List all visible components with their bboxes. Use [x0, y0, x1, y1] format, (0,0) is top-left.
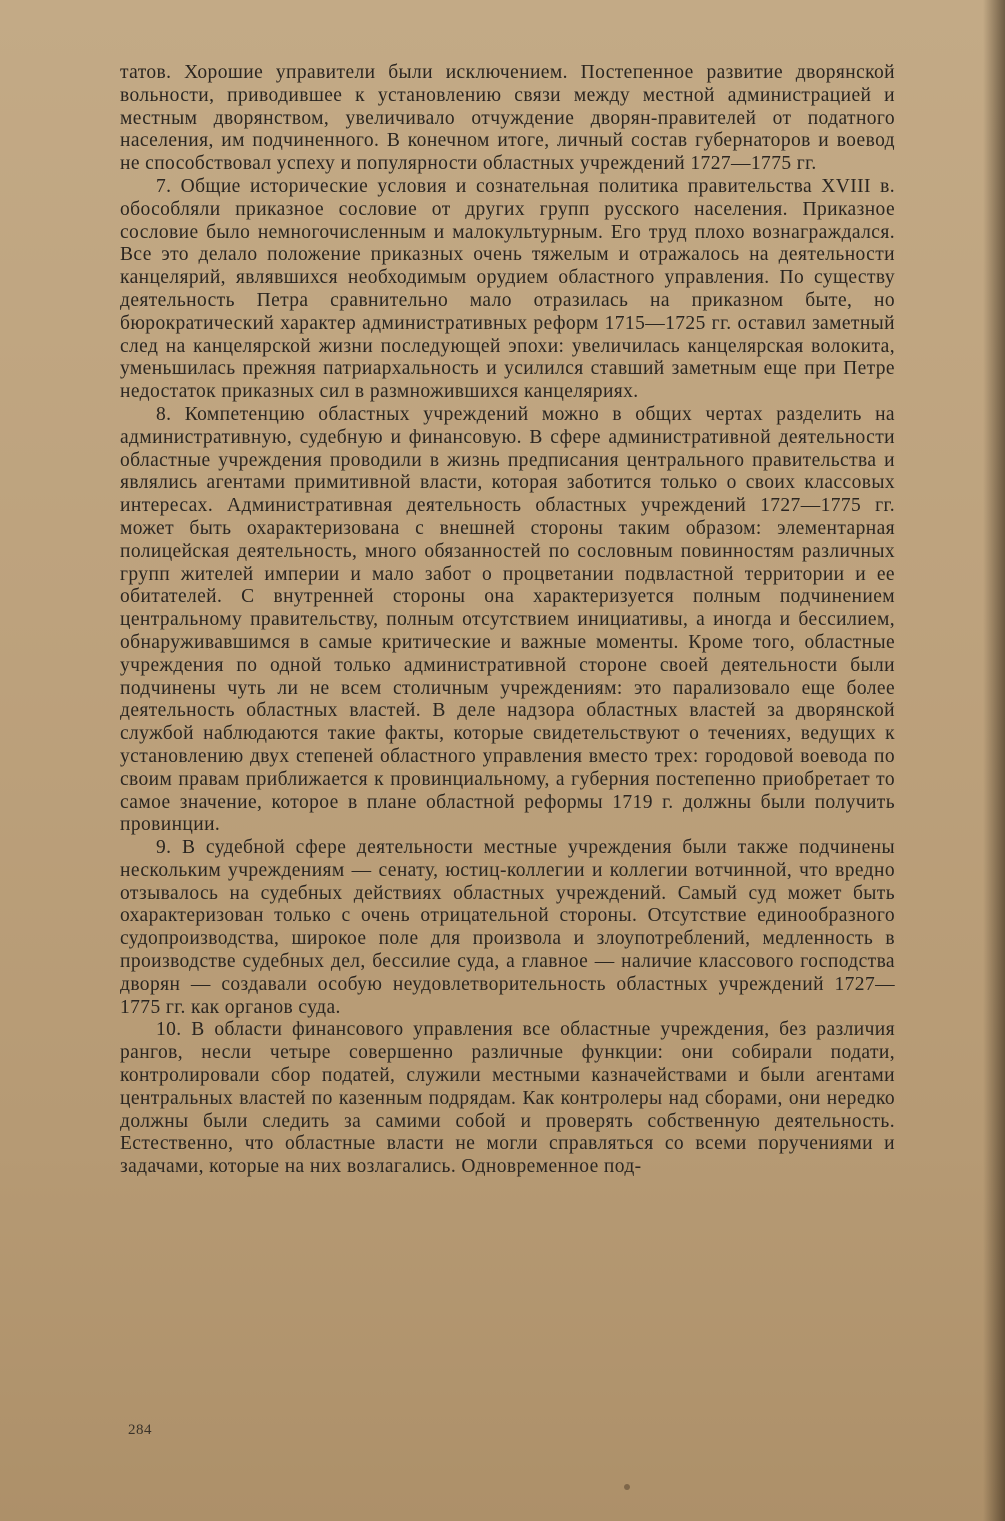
- paragraph-7: 7. Общие исторические условия и сознательная политика правительства XVIII в. обособляли приказное сословие от других групп русского населения. Приказное сословие было немногочисленным и малокультурным. Его труд плохо вознаграждался. Все это делало положение приказных очень тяжелым и отражалось на деятельности канцелярий, являвшихся необходимым орудием областного управления. По существу деятельность Петра сравнительно мало отразилась на приказном быте, но бюрократический характер административных реформ 1715—1725 гг. оставил заметный след на канцелярской жизни последующей эпохи: увеличилась канцелярская волокита, уменьшилась прежняя патриархальность и усилился ставший заметным еще при Петре недостаток приказных сил в размножившихся канцеляриях.: [120, 175, 895, 403]
- paragraph-continuation: татов. Хорошие управители были исключением. Постепенное развитие дворянской вольности, приводившее к установлению связи между местной администрацией и местным дворянством, увеличивало отчуждение дворян-правителей от податного населения, им подчиненного. В конечном итоге, личный состав губернаторов и воевод не способствовал успеху и популярности областных учреждений 1727—1775 гг.: [120, 62, 895, 175]
- body-text: [120, 62, 895, 1179]
- page-number: 284: [128, 1422, 152, 1438]
- paragraph-10: 10. В области финансового управления все областные учреждения, без различия рангов, несли четыре совершенно различные функции: они собирали подати, контролировали сбор податей, служили местными казначействами и были агентами центральных властей по казенным подрядам. Как контролеры над сборами, они нередко должны были следить за самими собой и проверять собственную деятельность. Естественно, что областные власти не могли справляться со всеми поручениями и задачами, которые на них возлагались. Одновременное под-: [120, 1019, 895, 1178]
- paragraph-9: 9. В судебной сфере деятельности местные учреждения были также подчинены нескольким учреждениям — сенату, юстиц-коллегии и коллегии вотчинной, что вредно отзывалось на судебных действиях областных учреждений. Самый суд может быть охарактеризован только с очень отрицательной стороны. Отсутствие единообразного судопроизводства, широкое поле для произвола и злоупотреблений, медленность в производстве судебных дел, бессилие суда, а главное — наличие классового господства дворян — создавали особую неудовлетворительность областных учреждений 1727—1775 гг. как органов суда.: [120, 837, 895, 1018]
- paper-speck: [624, 1484, 630, 1490]
- paragraph-8: 8. Компетенцию областных учреждений можно в общих чертах разделить на административную, судебную и финансовую. В сфере административной деятельности областные учреждения проводили в жизнь предписания центрального правительства и являлись агентами примитивной власти, которая заботится только о своих классовых интересах. Административная деятельность областных учреждений 1727—1775 гг. может быть охарактеризована с внешней стороны таким образом: элементарная полицейская деятельность, много обязанностей по сословным повинностям различных групп жителей империи и мало забот о процветании подвластной территории и ее обитателей. С внутренней стороны она характеризуется полным подчинением центральному правительству, полным отсутствием инициативы, а иногда и бессилием, обнаруживавшимся в самые критические и важные моменты. Кроме того, областные учреждения по одной только административной стороне своей деятельности были подчинены чуть ли не всем столичным учреждениям: это парализовало еще более деятельность областных властей. В деле надзора областных властей за дворянской службой наблюдаются такие факты, которые свидетельствуют о течениях, ведущих к установлению двух степеней областного управления вместо трех: городовой воевода по своим правам приближается к провинциальному, а губерния постепенно приобретает то самое значение, которое в плане областной реформы 1719 г. должны были получить провинции.: [120, 403, 895, 836]
